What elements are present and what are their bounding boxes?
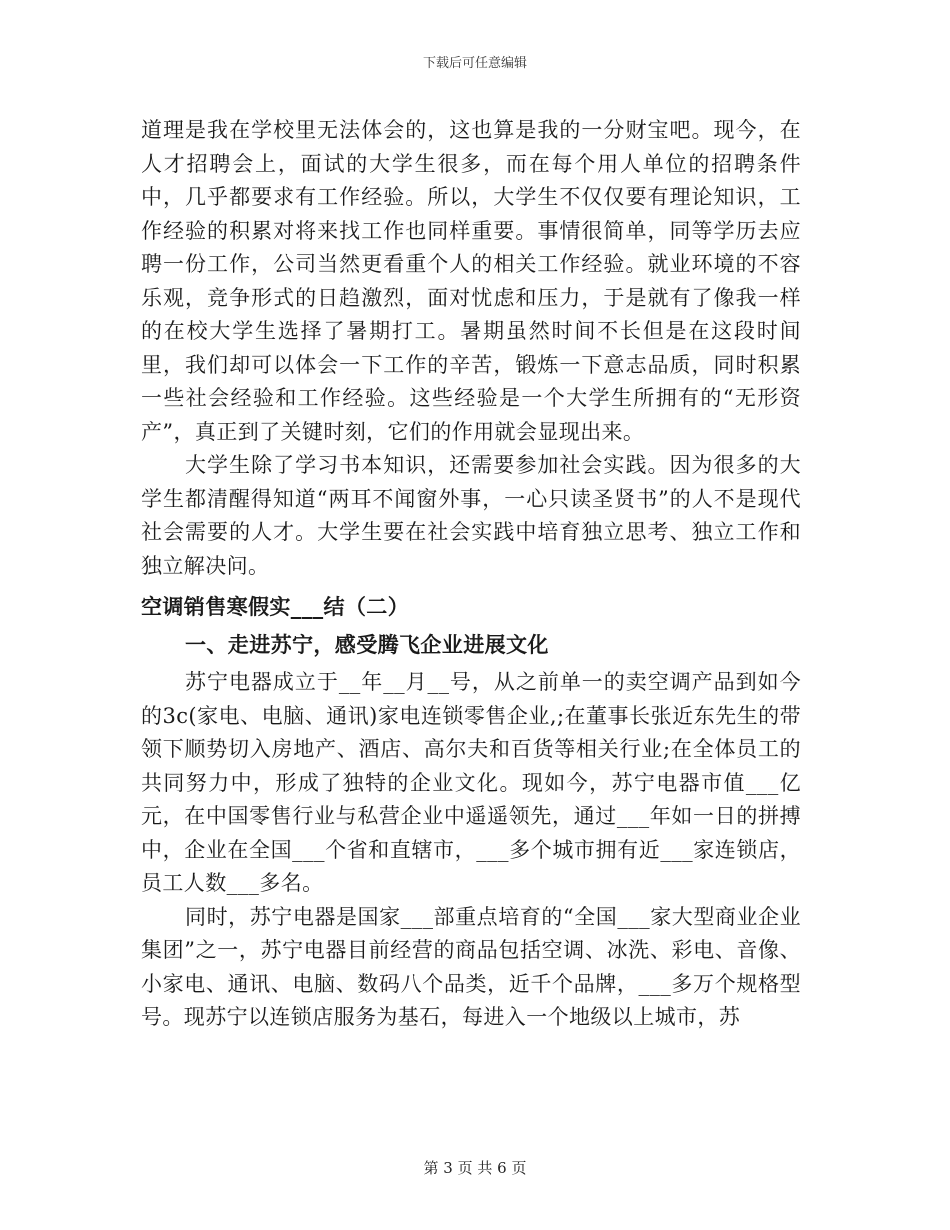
section-title: 空调销售寒假实___结（二） bbox=[141, 595, 410, 619]
paragraph-4: 同时，苏宁电器是国家___部重点培育的“全国___家大型商业企业集团”之一，苏宁电器目前经营的商品包括空调、冰洗、彩电、音像、小家电、通讯、电脑、数码八个品类，近千个品牌，___多万个规格型号。现苏宁以连锁店服务为基石，每进入一个地级以上城市，苏 bbox=[141, 904, 801, 1029]
page-footer: 第 3 页 共 6 页 bbox=[423, 1159, 527, 1177]
document-body bbox=[141, 114, 801, 1035]
paragraph-3: 苏宁电器成立于__年__月__号，从之前单一的卖空调产品到如今的3c(家电、电脑、通讯)家电连锁零售企业,;在董事长张近东先生的带领下顺势切入房地产、酒店、高尔夫和百货等相关行业;在全体员工的共同努力中，形成了独特的企业文化。现如今，苏宁电器市值___亿元，在中国零售行业与私营企业中遥遥领先，通过___年如一日的拼搏中，企业在全国___个省和直辖市，___多个城市拥有近___家连锁店，员工人数___多名。 bbox=[141, 670, 801, 895]
paragraph-1: 道理是我在学校里无法体会的，这也算是我的一分财宝吧。现今，在人才招聘会上，面试的大学生很多，而在每个用人单位的招聘条件中，几乎都要求有工作经验。所以，大学生不仅仅要有理论知识，工作经验的积累对将来找工作也同样重要。事情很简单，同等学历去应聘一份工作，公司当然更看重个人的相关工作经验。就业环境的不容乐观，竞争形式的日趋激烈，面对忧虑和压力，于是就有了像我一样的在校大学生选择了暑期打工。暑期虽然时间不长但是在这段时间里，我们却可以体会一下工作的辛苦，锻炼一下意志品质，同时积累一些社会经验和工作经验。这些经验是一个大学生所拥有的“无形资产”，真正到了关键时刻，它们的作用就会显现出来。 bbox=[141, 118, 801, 444]
paragraph-2: 大学生除了学习书本知识，还需要参加社会实践。因为很多的大学生都清醒得知道“两耳不闻窗外事，一心只读圣贤书”的人不是现代社会需要的人才。大学生要在社会实践中培育独立思考、独立工作和独立解决问。 bbox=[141, 453, 801, 578]
section-subtitle: 一、走进苏宁，感受腾飞企业进展文化 bbox=[185, 632, 549, 657]
page-header: 下载后可任意编辑 bbox=[422, 56, 527, 71]
